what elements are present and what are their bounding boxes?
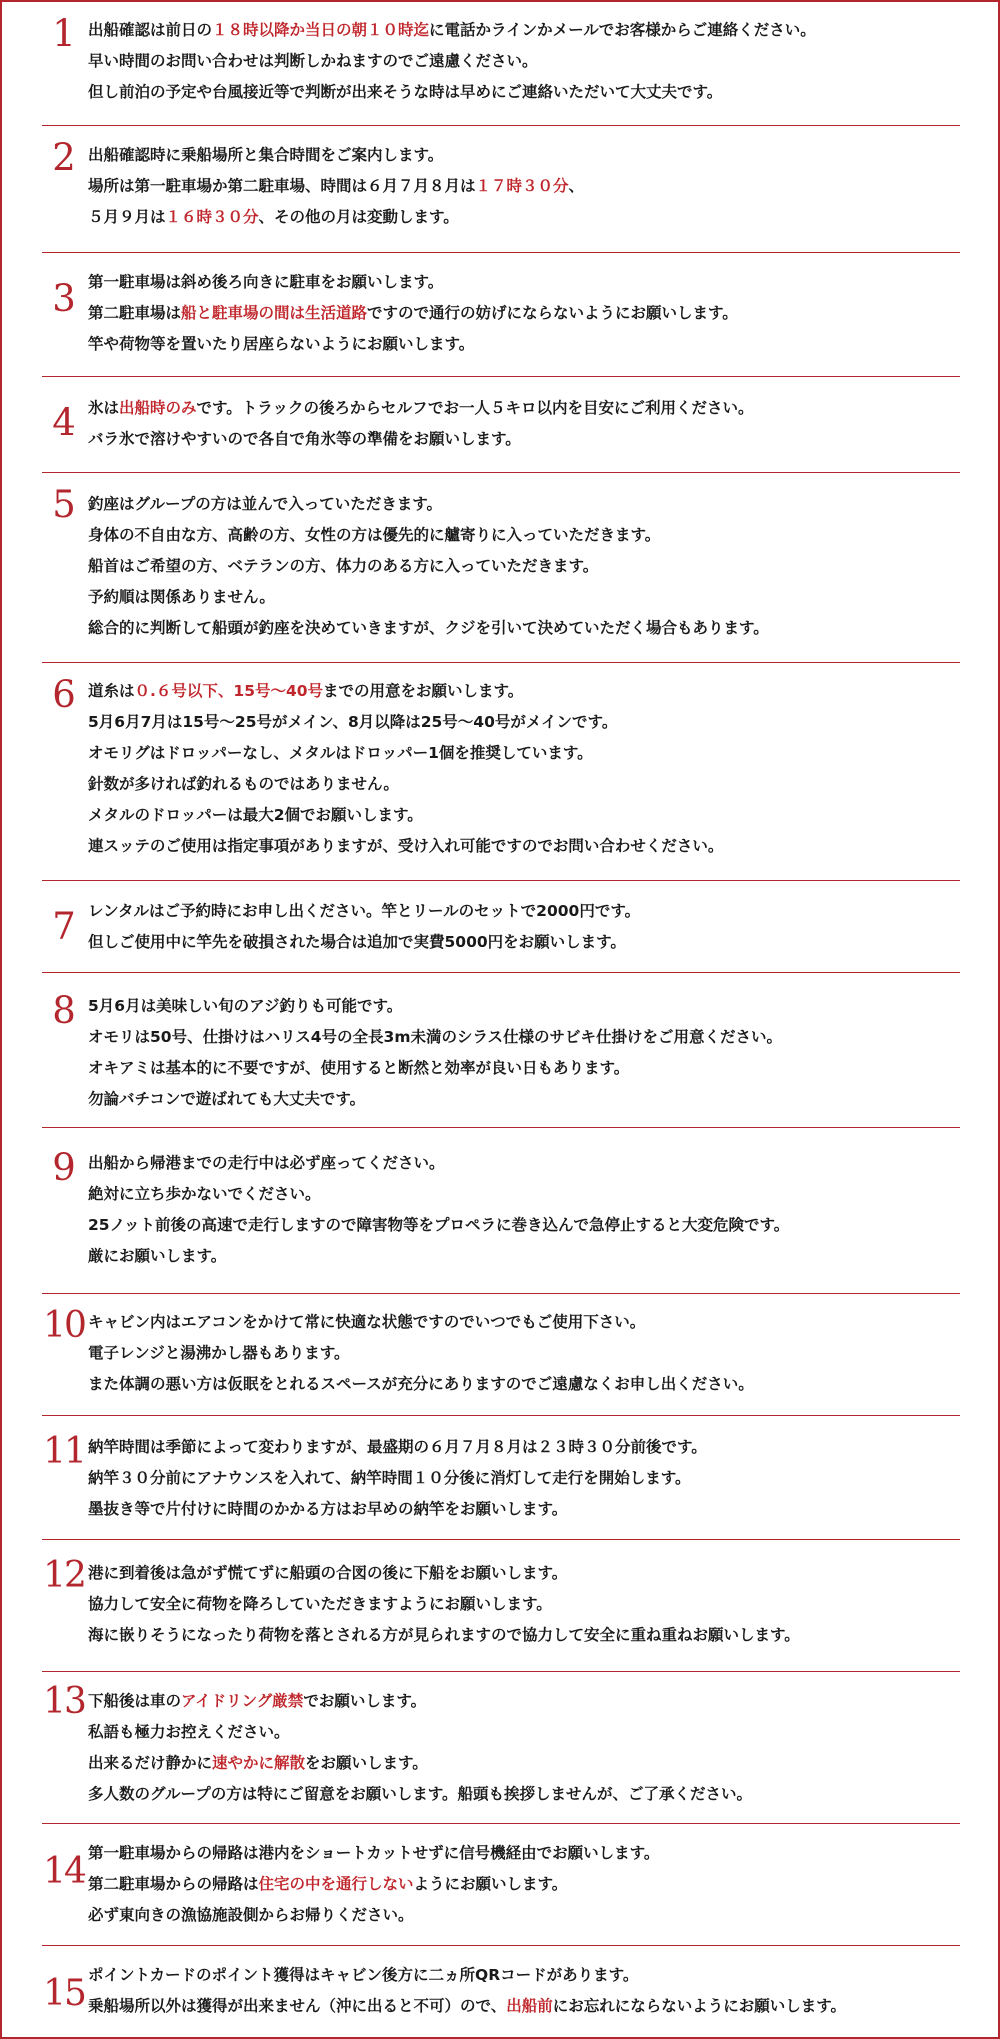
section-number: 6 [52,673,76,716]
text-line [88,1717,960,1748]
section-text [88,489,960,644]
section-number: 15 [43,1973,85,2014]
text-line [88,1779,960,1810]
highlighted-text: 船と駐車場の間は生活道路 [181,304,368,322]
text-segment: 納竿時間は季節によって変わりますが、最盛期の６月７月８月は２３時３０分前後です。 [88,1438,707,1456]
text-line [88,1369,960,1400]
text-segment: 海に嵌りそうになったり荷物を落とされる方が見られますので協力して安全に重ね重ねお願いします。 [88,1626,800,1644]
section-14 [42,1824,960,1946]
text-segment: 早い時間のお問い合わせは判断しかねますのでご遠慮ください。 [88,52,538,70]
section-3 [42,253,960,377]
section-number: 12 [43,1555,85,1596]
text-segment: 船首はご希望の方、ベテランの方、体力のある方に入っていただきます。 [88,557,599,575]
text-segment: 墨抜き等で片付けに時間のかかる方はお早めの納竿をお願いします。 [88,1500,568,1518]
text-line [88,1686,960,1717]
highlighted-text: １６時３０分 [165,208,259,226]
text-segment: でお願いします。 [303,1692,427,1710]
text-line [88,1960,960,1991]
text-segment: 但し前泊の予定や台風接近等で判断が出来そうな時は早めにご連絡いただいて大丈夫です。 [88,83,723,101]
section-12 [42,1540,960,1672]
text-line [88,1053,960,1084]
text-line [88,1748,960,1779]
section-text [88,1148,960,1272]
text-segment: をお願いします。 [305,1754,428,1772]
text-segment: 25ノット前後の高速で走行しますので障害物等をプロペラに巻き込んで急停止すると大変危険です。 [88,1216,790,1234]
text-segment: 道糸は [88,682,135,700]
text-line [88,1084,960,1115]
text-line [88,15,960,46]
section-text [88,140,960,233]
highlighted-text: 速やかに解散 [212,1754,306,1772]
text-segment: 港に到着後は急がず慌てずに船頭の合図の後に下船をお願いします。 [88,1564,568,1582]
section-text [88,1686,960,1810]
text-line [88,1869,960,1900]
text-segment: 第一駐車場は斜め後ろ向きに駐車をお願いします。 [88,273,444,291]
text-segment: にお忘れにならないようにお願いします。 [552,1997,846,2015]
text-segment: また体調の悪い方は仮眠をとれるスペースが充分にありますのでご遠慮なくお申し出ください。 [88,1375,754,1393]
section-text [88,393,960,455]
section-number: 4 [52,401,76,444]
text-line [88,1338,960,1369]
highlighted-text: アイドリング厳禁 [181,1692,304,1710]
text-segment: オモリは50号、仕掛けはハリス4号の全長3m未満のシラス仕様のサビキ仕掛けをご用意ください。 [88,1028,783,1046]
text-line [88,1022,960,1053]
text-segment: 5月6月7月は15号～25号がメイン、8月以降は25号～40号がメインです。 [88,713,618,731]
text-segment: 厳にお願いします。 [88,1247,227,1265]
text-line [88,896,960,927]
section-text [88,676,960,862]
text-segment: 、その他の月は変動します。 [258,208,459,226]
text-segment: 協力して安全に荷物を降ろしていただきますようにお願いします。 [88,1595,552,1613]
text-line [88,1241,960,1272]
section-8 [42,973,960,1128]
text-line [88,613,960,644]
text-segment: 氷は [88,399,120,417]
text-line [88,1838,960,1869]
text-line [88,77,960,108]
text-segment: 但しご使用中に竿先を破損された場合は追加で実費5000円をお願いします。 [88,933,626,951]
text-segment: 出船確認は前日の [88,21,213,39]
section-text [88,1558,960,1651]
text-segment: 場所は第一駐車場か第二駐車場、時間は６月７月８月は [88,177,476,195]
section-number: 8 [52,989,76,1032]
text-segment: 出船から帰港までの走行中は必ず座ってください。 [88,1154,445,1172]
text-segment: ５月９月は [88,208,166,226]
section-number: 14 [43,1851,85,1892]
text-segment: レンタルはご予約時にお申し出ください。竿とリールのセットで2000円です。 [88,902,641,920]
text-segment: オキアミは基本的に不要ですが、使用すると断然と効率が良い日もあります。 [88,1059,630,1077]
text-line [88,1463,960,1494]
section-number: 9 [52,1146,76,1189]
text-segment: ようにお願いします。 [413,1875,568,1893]
text-line [88,424,960,455]
text-line [88,676,960,707]
text-line [88,927,960,958]
text-segment: 釣座はグループの方は並んで入っていただきます。 [88,495,443,513]
text-line [88,1900,960,1931]
text-line [88,140,960,171]
highlighted-text: １７時３０分 [475,177,569,195]
text-segment: に電話かラインかメールでお客様からご連絡ください。 [429,21,816,39]
section-13 [42,1672,960,1824]
text-segment: 納竿３０分前にアナウンスを入れて、納竿時間１０分後に消灯して走行を開始します。 [88,1469,691,1487]
text-segment: 多人数のグループの方は特にご留意をお願いします。船頭も挨拶しませんが、ご了承ください。 [88,1785,753,1803]
text-line [88,393,960,424]
section-number: 2 [52,136,76,179]
section-text [88,1307,960,1400]
text-line [88,1620,960,1651]
text-segment: 出来るだけ静かに [88,1754,213,1772]
text-line [88,738,960,769]
section-text [88,1838,960,1931]
text-segment: 乗船場所以外は獲得が出来ません（沖に出ると不可）ので、 [88,1997,507,2015]
text-segment: 必ず東向きの漁協施設側からお帰りください。 [88,1906,414,1924]
text-line [88,1148,960,1179]
text-line [88,298,960,329]
section-4 [42,377,960,473]
highlighted-text: 住宅の中を通行しない [258,1875,414,1893]
text-line [88,329,960,360]
highlighted-text: 出船前 [506,1997,553,2015]
section-number: 3 [52,277,76,320]
text-segment: までの用意をお願いします。 [323,682,524,700]
highlighted-text: １８時以降か当日の朝１０時迄 [212,21,430,39]
section-11 [42,1416,960,1540]
text-segment: 第二駐車場からの帰路は [88,1875,259,1893]
text-line [88,1307,960,1338]
text-segment: 連スッテのご使用は指定事項がありますが、受け入れ可能ですのでお問い合わせください。 [88,837,724,855]
section-5 [42,473,960,663]
text-line [88,171,960,202]
section-15 [42,1946,960,2036]
section-number: 10 [43,1305,85,1346]
text-line [88,1558,960,1589]
text-line [88,991,960,1022]
text-segment: 総合的に判断して船頭が釣座を決めていきますが、クジを引いて決めていただく場合もあります。 [88,619,769,637]
section-text [88,1960,960,2022]
text-line [88,769,960,800]
text-line [88,1210,960,1241]
text-segment: 勿論バチコンで遊ばれても大丈夫です。 [88,1090,366,1108]
text-segment: 下船後は車の [88,1692,182,1710]
text-segment: 針数が多ければ釣れるものではありません。 [88,775,399,793]
section-text [88,15,960,108]
text-segment: 第一駐車場からの帰路は港内をショートカットせずに信号機経由でお願いします。 [88,1844,660,1862]
text-segment: 、 [568,177,585,195]
section-1 [42,2,960,126]
highlighted-text: ０.６号以下、15号～40号 [134,682,324,700]
text-line [88,46,960,77]
text-line [88,520,960,551]
section-number: 1 [52,12,76,55]
section-10 [42,1294,960,1416]
section-7 [42,881,960,973]
text-line [88,831,960,862]
section-number: 5 [52,483,76,526]
text-segment: 第二駐車場は [88,304,182,322]
text-line [88,1589,960,1620]
text-segment: ポイントカードのポイント獲得はキャビン後方に二ヵ所QRコードがあります。 [88,1966,639,1984]
text-line [88,267,960,298]
text-segment: 5月6月は美味しい旬のアジ釣りも可能です。 [88,997,403,1015]
text-line [88,551,960,582]
text-line [88,1179,960,1210]
section-9 [42,1128,960,1294]
text-line [88,800,960,831]
section-2 [42,126,960,253]
text-line [88,1494,960,1525]
text-line [88,707,960,738]
text-line [88,202,960,233]
text-segment: ですので通行の妨げにならないようにお願いします。 [367,304,738,322]
highlighted-text: 出船時のみ [119,399,197,417]
section-number: 11 [43,1431,85,1472]
section-number: 13 [43,1681,85,1722]
text-segment: キャビン内はエアコンをかけて常に快適な状態ですのでいつでもご使用下さい。 [88,1313,646,1331]
section-number: 7 [52,905,76,948]
text-segment: 出船確認時に乗船場所と集合時間をご案内します。 [88,146,444,164]
text-segment: 私語も極力お控えください。 [88,1723,290,1741]
text-line [88,1991,960,2022]
text-segment: メタルのドロッパーは最大2個でお願いします。 [88,806,423,824]
text-segment: オモリグはドロッパーなし、メタルはドロッパー1個を推奨しています。 [88,744,593,762]
section-6 [42,663,960,881]
section-text [88,991,960,1115]
text-segment: 絶対に立ち歩かないでください。 [88,1185,321,1203]
text-segment: 予約順は関係ありません。 [88,588,275,606]
section-text [88,267,960,360]
text-segment: 竿や荷物等を置いたり居座らないようにお願いします。 [88,335,475,353]
text-segment: バラ氷で溶けやすいので各自で角氷等の準備をお願いします。 [88,430,521,448]
section-text [88,896,960,958]
text-segment: です。トラックの後ろからセルフでお一人５キロ以内を目安にご利用ください。 [196,399,754,417]
text-line [88,1432,960,1463]
text-segment: 電子レンジと湯沸かし器もあります。 [88,1344,350,1362]
text-segment: 身体の不自由な方、高齢の方、女性の方は優先的に艫寄りに入っていただきます。 [88,526,661,544]
text-line [88,582,960,613]
text-line [88,489,960,520]
section-text [88,1432,960,1525]
